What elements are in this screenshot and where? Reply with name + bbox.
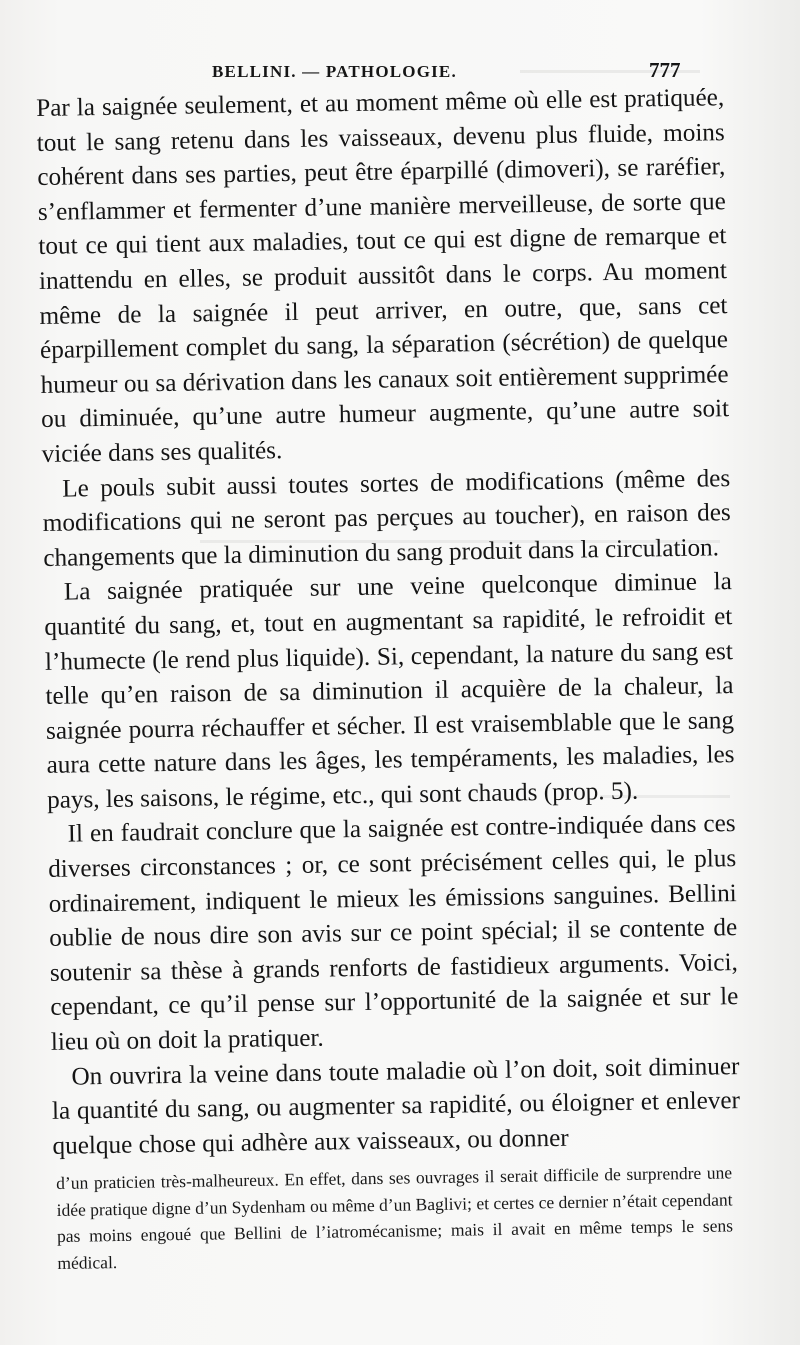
paragraph: On ouvrira la veine dans toute maladie où l’on doit, soit diminuer la quantité du sang, ou augmenter sa rapidité, ou éloigner et enlever quelque chose qui adhère aux vaisseaux, ou donner	[51, 1052, 741, 1160]
paragraph: Le pouls subit aussi toutes sortes de modifications (même des modifications qui ne seront pas perçues au toucher), en raison des changements que la diminution du sang produit dans la circulation.	[42, 464, 731, 572]
page-number: 777	[649, 58, 681, 82]
paragraph: Par la saignée seulement, et au moment même où elle est pratiquée, tout le sang retenu dans les vaisseaux, devenu plus fluide, moins cohérent dans ses parties, peut être éparpillé (dimoveri), se raréfier, s’enflammer et fermenter d’une manière merveilleuse, de sorte que tout ce qui tient aux maladies, tout ce qui est digne de remarque et inattendu en elles, se produit aussitôt dans le corps. Au moment même de la saignée il peut arriver, en outre, que, sans cet éparpillement complet du sang, la séparation (sécrétion) de quelque humeur ou sa dérivation dans les canaux soit entièrement supprimée ou diminuée, qu’une autre humeur augmente, qu’une autre soit viciée dans ses qualités.	[36, 84, 730, 468]
running-title: BELLINI. — PATHOLOGIE.	[212, 62, 457, 81]
footnote	[56, 1159, 734, 1276]
body-text	[36, 81, 741, 1164]
footnote-text: d’un praticien très-malheureux. En effet, dans ses ouvrages il serait difficile de surprendre une idée pratique digne d’un Sydenham ou même d’un Baglivi; et certes ce dernier n’était cependant pas moins engoué que Bellini de l’iatromécanisme; mais il avait en même temps le sens médical.	[56, 1162, 734, 1273]
paragraph: La saignée pratiquée sur une veine quelconque diminue la quantité du sang, et, tout en augmentant sa rapidité, le refroidit et l’humecte (le rend plus liquide). Si, cependant, la nature du sang est telle qu’en raison de sa diminution il acquière de la chaleur, la saignée pourra réchauffer et sécher. Il est vraisemblable que le sang aura cette nature dans les âges, les tempéraments, les maladies, les pays, les saisons, le régime, etc., qui sont chauds (prop. 5).	[44, 568, 735, 814]
paragraph: Il en faudrait conclure que la saignée est contre-indiquée dans ces diverses circonstances ; or, ce sont précisément celles qui, le plus ordinairement, indiquent le mieux les émissions sanguines. Bellini oublie de nous dire son avis sur ce point spécial; il se contente de soutenir sa thèse à grands renforts de fastidieux arguments. Voici, cependant, ce qu’il pense sur l’opportunité de la saignée et sur le lieu où on doit la pratiquer.	[48, 810, 739, 1056]
